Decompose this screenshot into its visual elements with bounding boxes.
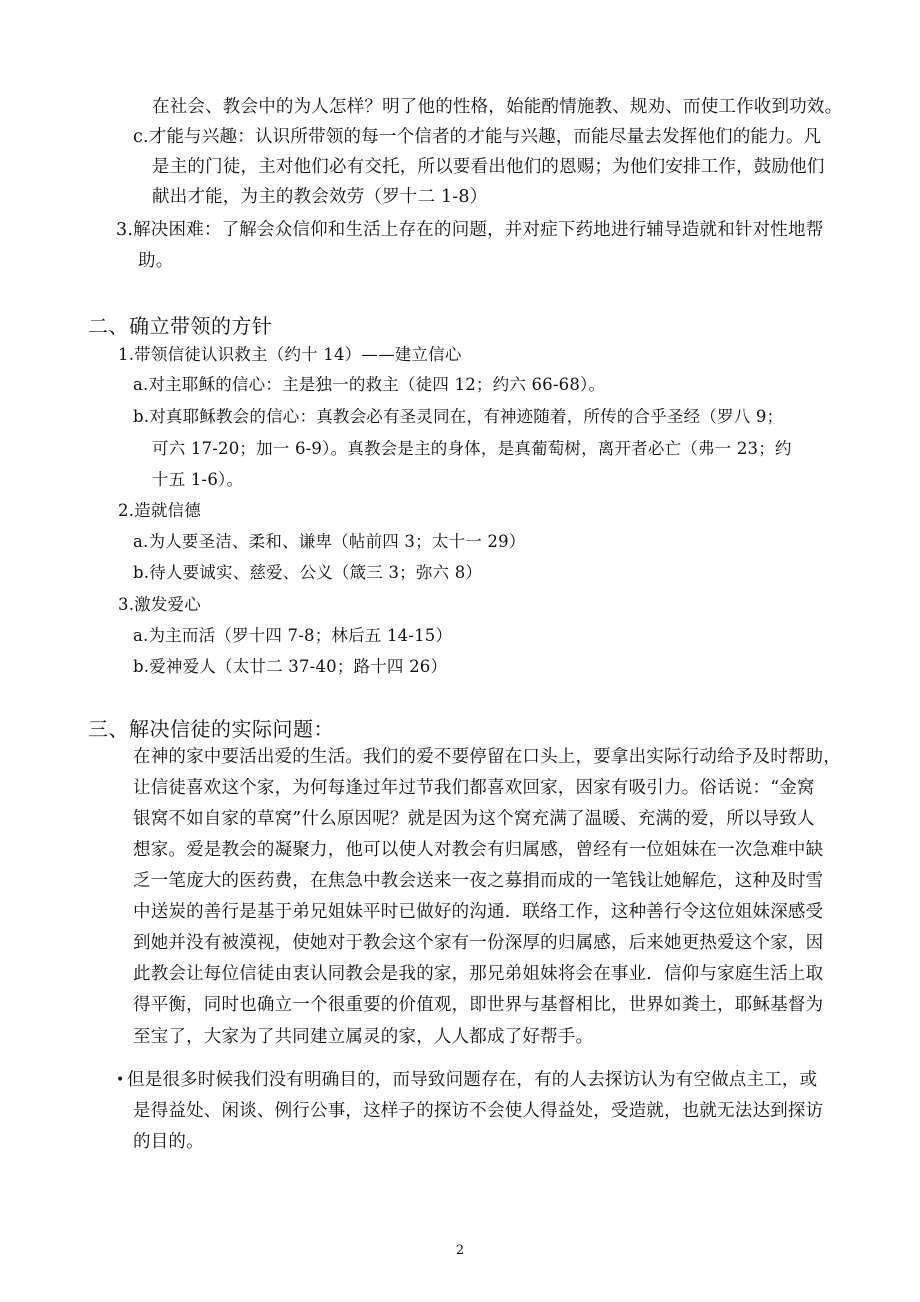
list-item: a.为主而活（罗十四 7-8；林后五 14-15） [133, 626, 453, 645]
text-line: c.才能与兴趣：认识所带领的每一个信者的才能与兴趣，而能尽量去发挥他们的能力。凡 [133, 127, 822, 147]
list-item: b.待人要诚实、慈爱、公义（箴三 3；弥六 8） [133, 563, 483, 582]
list-item: 3.激发爱心 [118, 595, 201, 614]
text-line: 可六 17-20；加一 6-9）。真教会是主的身体，是真葡萄树，离开者必亡（弗一 23；约 [152, 439, 792, 458]
text-line: 银窝不如自家的草窝”什么原因呢？就是因为这个窝充满了温暖、充满的爱，所以导致人 [133, 809, 815, 829]
text-line: 让信徒喜欢这个家，为何每逢过年过节我们都喜欢回家，因家有吸引力。俗话说：“金窝 [133, 778, 815, 798]
text-line: 乏一笔庞大的医药费，在焦急中教会送来一夜之募捐而成的一笔钱让她解危，这种及时雪 [133, 871, 824, 891]
text-line: 是得益处、闲谈、例行公事，这样子的探访不会使人得益处，受造就，也就无法达到探访 [133, 1101, 824, 1121]
text-line: 献出才能，为主的教会效劳（罗十二 1-8） [152, 187, 488, 207]
text-line: 3.解决困难：了解会众信仰和生活上存在的问题，并对症下药地进行辅导造就和针对性地帮 [116, 220, 824, 240]
list-item: b.爱神爱人（太廿二 37-40；路十四 26） [133, 657, 448, 676]
list-item: 2.造就信德 [118, 501, 201, 520]
text-line: 在社会、教会中的为人怎样？明了他的性格，始能酌情施教、规劝、而使工作收到功效。 [152, 97, 843, 117]
text-line: 是主的门徒，主对他们必有交托，所以要看出他们的恩赐；为他们安排工作，鼓励他们 [152, 157, 825, 177]
text-line: 在神的家中要活出爱的生活。我们的爱不要停留在口头上，要拿出实际行动给予及时帮助， [133, 747, 841, 767]
list-item: a.为人要圣洁、柔和、谦卑（帖前四 3；太十一 29） [133, 532, 526, 551]
text-line: 十五 1-6）。 [152, 470, 244, 489]
text-line: 的目的。 [133, 1132, 204, 1152]
text-line: 此教会让每位信徒由衷认同教会是我的家，那兄弟姐妹将会在事业．信仰与家庭生活上取 [133, 964, 824, 984]
list-item: 1.带领信徒认识救主（约十 14）——建立信心 [118, 345, 462, 364]
section-heading: 三、解决信徒的实际问题： [88, 717, 334, 741]
text-line: 至宝了，大家为了共同建立属灵的家，人人都成了好帮手。 [133, 1027, 594, 1047]
page-number: 2 [455, 1243, 465, 1258]
text-line: 得平衡，同时也确立一个很重要的价值观，即世界与基督相比，世界如粪土，耶稣基督为 [133, 995, 824, 1015]
text-line: 助。 [138, 251, 174, 271]
bullet-marker: • [116, 1072, 125, 1088]
text-line: 到她并没有被漠视，使她对于教会这个家有一份深厚的归属感，后来她更热爱这个家，因 [133, 933, 824, 953]
text-line: 想家。爱是教会的凝聚力，他可以使人对教会有归属感，曾经有一位姐妹在一次急难中缺 [133, 840, 824, 860]
text-line: 中送炭的善行是基于弟兄姐妹平时已做好的沟通．联络工作，这种善行令这位姐妹深感受 [133, 902, 824, 922]
text-line: 但是很多时候我们没有明确目的，而导致问题存在，有的人去探访认为有空做点主工，或 [127, 1070, 818, 1090]
list-item: a.对主耶稣的信心：主是独一的救主（徒四 12；约六 66-68）。 [133, 375, 606, 394]
list-item: b.对真耶稣教会的信心：真教会必有圣灵同在，有神迹随着，所传的合乎圣经（罗八 9； [133, 407, 784, 426]
section-heading: 二、确立带领的方针 [88, 314, 273, 338]
